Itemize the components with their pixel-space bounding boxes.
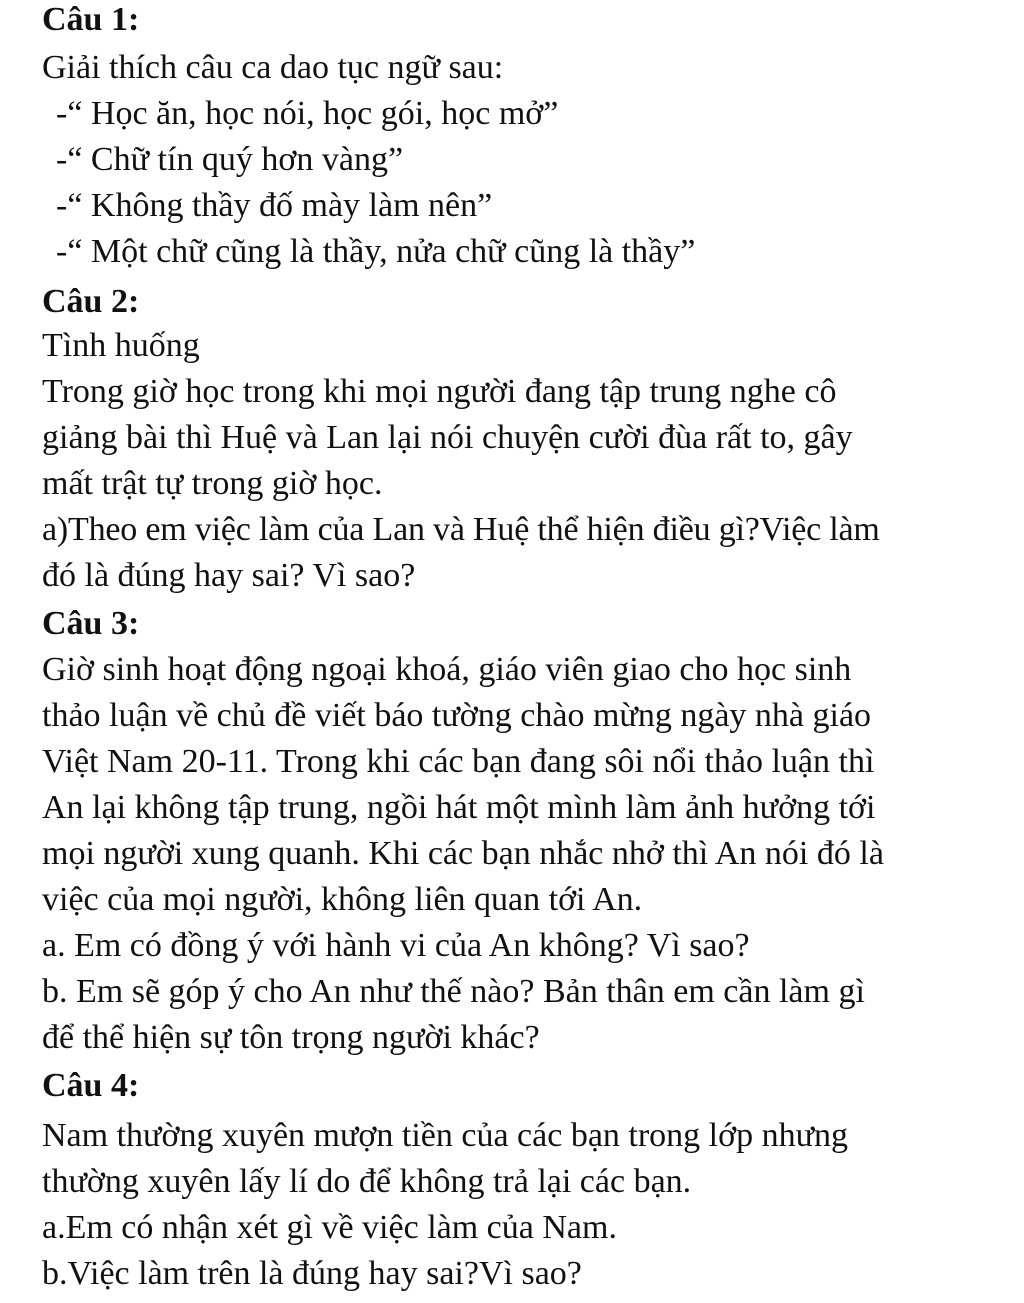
question-4-line: thường xuyên lấy lí do để không trả lại các bạn. <box>42 1163 692 1200</box>
question-4-line: Nam thường xuyên mượn tiền của các bạn trong lớp nhưng <box>42 1117 849 1154</box>
question-3-line: mọi người xung quanh. Khi các bạn nhắc nhở thì An nói đó là <box>42 835 884 872</box>
question-4-heading: Câu 4: <box>42 1067 140 1104</box>
question-3-line: a. Em có đồng ý với hành vi của An không? Vì sao? <box>42 927 750 964</box>
proverb-item: -“ Chữ tín quý hơn vàng” <box>56 141 404 178</box>
question-2-line: mất trật tự trong giờ học. <box>42 465 383 502</box>
question-2-line: đó là đúng hay sai? Vì sao? <box>42 557 416 594</box>
question-2-line: a)Theo em việc làm của Lan và Huệ thể hiện điều gì?Việc làm <box>42 511 880 548</box>
question-3-line: Việt Nam 20-11. Trong khi các bạn đang sôi nổi thảo luận thì <box>42 743 875 780</box>
proverb-item: -“ Một chữ cũng là thầy, nửa chữ cũng là thầy” <box>56 233 696 270</box>
question-4-line: a.Em có nhận xét gì về việc làm của Nam. <box>42 1209 617 1246</box>
question-1-heading: Câu 1: <box>42 1 140 38</box>
question-2-heading: Câu 2: <box>42 283 140 320</box>
question-3-line: Giờ sinh hoạt động ngoại khoá, giáo viên giao cho học sinh <box>42 651 852 688</box>
question-2-line: Tình huống <box>42 327 200 364</box>
question-3-line: thảo luận về chủ đề viết báo tường chào mừng ngày nhà giáo <box>42 697 872 734</box>
question-2-line: giảng bài thì Huệ và Lan lại nói chuyện cười đùa rất to, gây <box>42 419 853 456</box>
question-1-intro: Giải thích câu ca dao tục ngữ sau: <box>42 49 504 86</box>
question-3-line: b. Em sẽ góp ý cho An như thế nào? Bản thân em cần làm gì <box>42 973 865 1010</box>
proverb-item: -“ Không thầy đố mày làm nên” <box>56 187 493 224</box>
question-3-line: việc của mọi người, không liên quan tới An. <box>42 881 643 918</box>
question-3-heading: Câu 3: <box>42 605 140 642</box>
question-2-line: Trong giờ học trong khi mọi người đang tập trung nghe cô <box>42 373 837 410</box>
proverb-item: -“ Học ăn, học nói, học gói, học mở” <box>56 95 559 132</box>
question-3-line: An lại không tập trung, ngồi hát một mình làm ảnh hưởng tới <box>42 789 876 826</box>
question-4-line: b.Việc làm trên là đúng hay sai?Vì sao? <box>42 1255 582 1292</box>
question-3-line: để thể hiện sự tôn trọng người khác? <box>42 1019 540 1056</box>
